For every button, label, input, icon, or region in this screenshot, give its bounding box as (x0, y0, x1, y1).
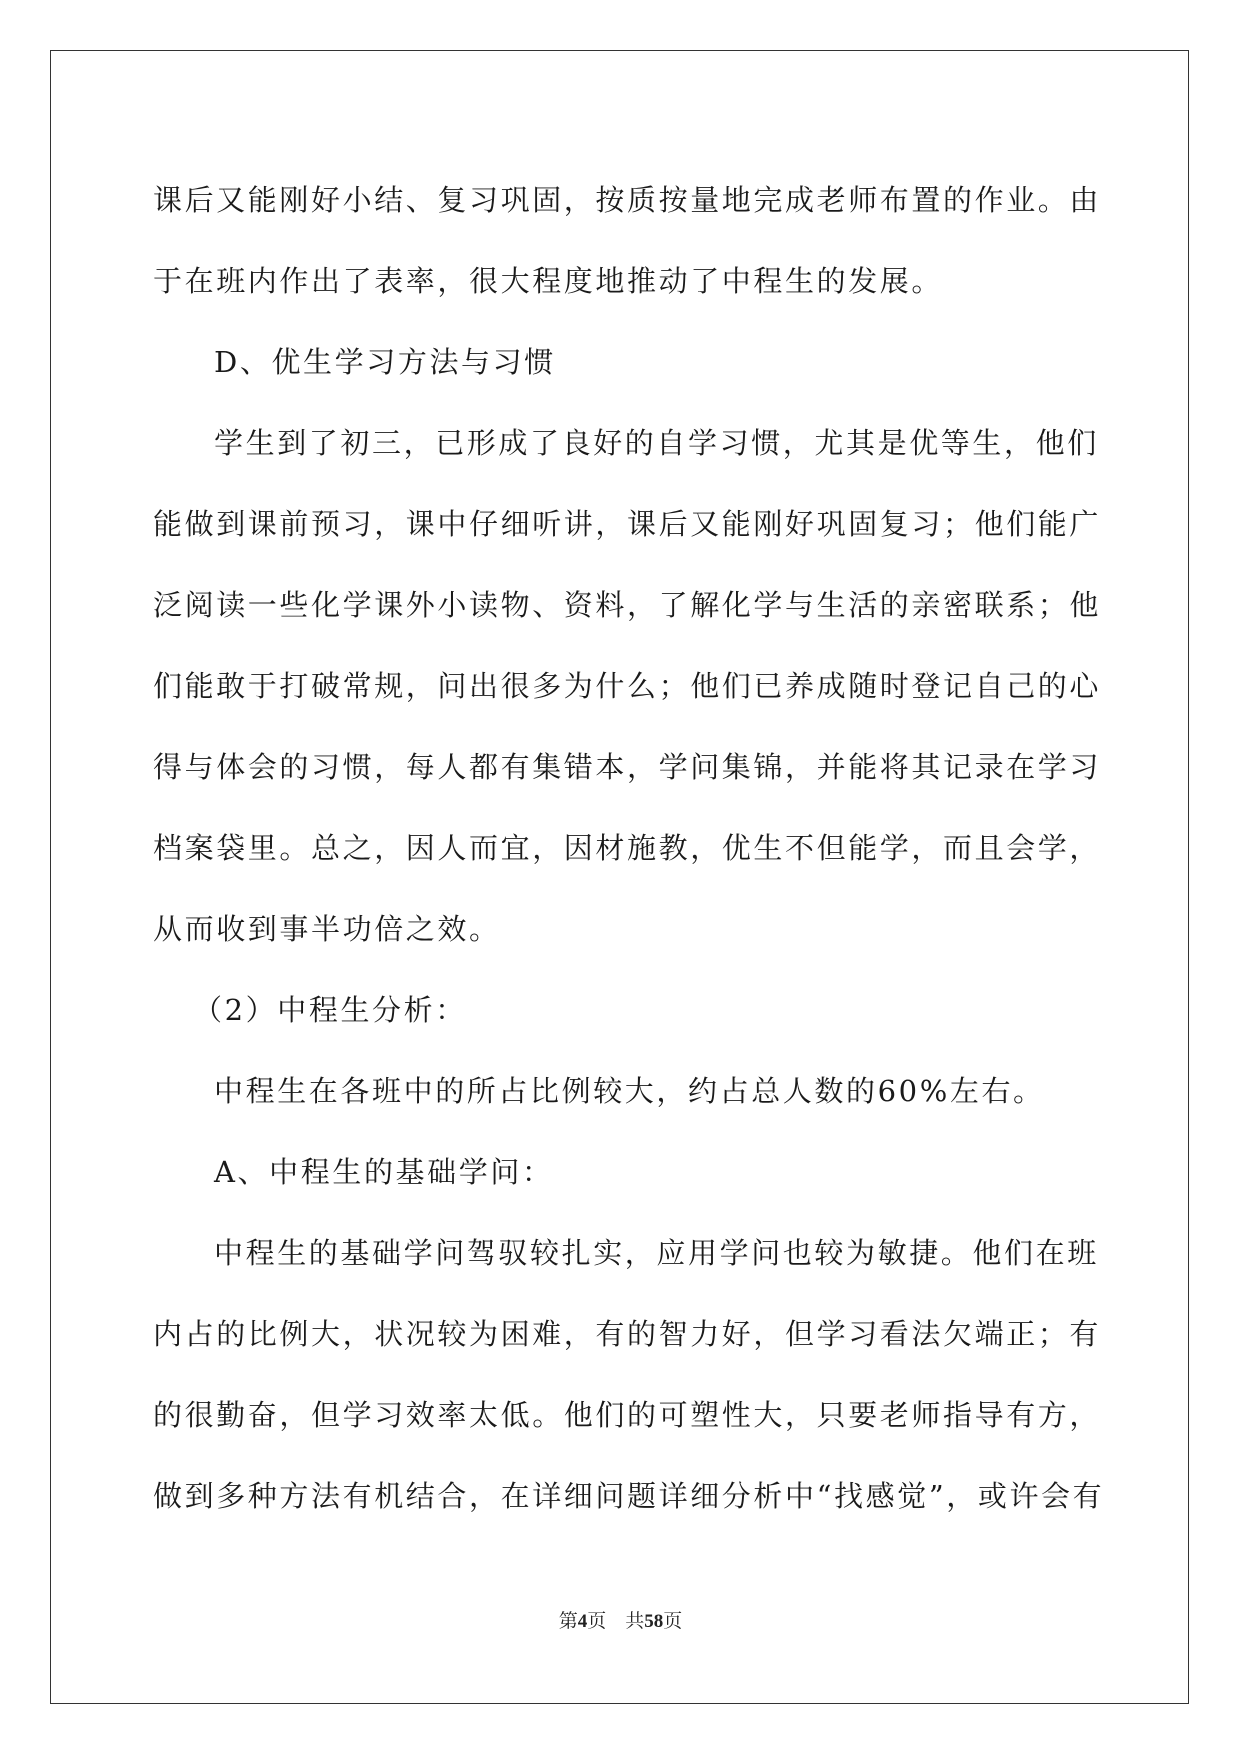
text-line: 档案袋里。总之，因人而宜，因材施教，优生不但能学，而且会学， (153, 831, 1102, 865)
text-line: 们能敢于打破常规，问出很多为什么；他们已养成随时登记自己的心 (153, 669, 1102, 703)
text-line: 内占的比例大，状况较为困难，有的智力好，但学习看法欠端正；有 (153, 1317, 1102, 1351)
page-footer (0, 1606, 1241, 1633)
footer-suffix: 页 (663, 1611, 683, 1632)
footer-page-number: 4 (577, 1611, 588, 1632)
footer-total-pages: 58 (644, 1611, 664, 1632)
paragraph-start: 中程生在各班中的所占比例较大，约占总人数的60%左右。 (214, 1074, 1045, 1108)
text-line: 能做到课前预习，课中仔细听讲，课后又能刚好巩固复习；他们能广 (153, 507, 1102, 541)
document-body (153, 160, 1105, 1537)
text-line: 于在班内作出了表率，很大程度地推动了中程生的发展。 (153, 264, 944, 298)
text-line: 做到多种方法有机结合，在详细问题详细分析中“找感觉”，或许会有 (153, 1479, 1105, 1513)
paragraph-start: 学生到了初三，已形成了良好的自学习惯，尤其是优等生，他们 (214, 426, 1099, 460)
footer-middle: 页 共 (587, 1611, 645, 1632)
text-line: 从而收到事半功倍之效。 (153, 912, 501, 946)
section-heading: D、优生学习方法与习惯 (214, 345, 556, 379)
paragraph-start: 中程生的基础学问驾驭较扎实，应用学问也较为敏捷。他们在班 (214, 1236, 1099, 1270)
section-heading: （2）中程生分析： (193, 993, 467, 1027)
section-heading: A、中程生的基础学问： (214, 1155, 554, 1189)
footer-prefix: 第 (558, 1611, 578, 1632)
text-line: 的很勤奋，但学习效率太低。他们的可塑性大，只要老师指导有方， (153, 1398, 1102, 1432)
text-line: 得与体会的习惯，每人都有集错本，学问集锦，并能将其记录在学习 (153, 750, 1102, 784)
text-line: 泛阅读一些化学课外小读物、资料，了解化学与生活的亲密联系；他 (153, 588, 1102, 622)
text-line: 课后又能刚好小结、复习巩固，按质按量地完成老师布置的作业。由 (153, 183, 1102, 217)
